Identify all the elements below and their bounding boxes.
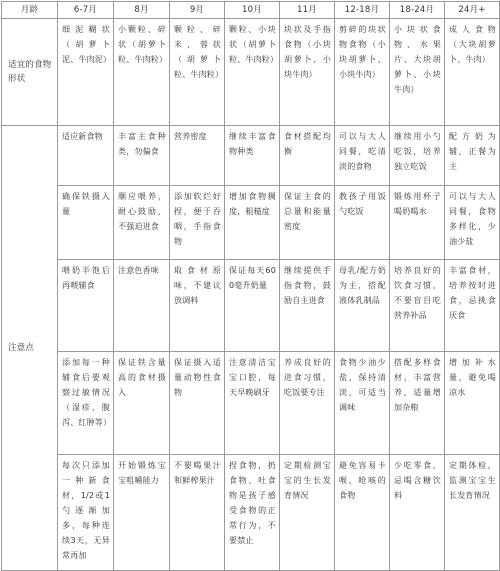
- food-form-cell: 细泥糊状（胡萝卜泥、牛肉泥）: [58, 19, 114, 126]
- header-age: 12-18月: [335, 2, 390, 19]
- note-cell: 增加补水量，避免喝凉水: [445, 352, 500, 455]
- note-cell: 保证主食的总量和能量密度: [280, 186, 335, 260]
- food-form-cell: 块状及手指食物（小块胡萝卜、小块牛肉）: [280, 19, 335, 126]
- header-row: [2, 2, 500, 19]
- note-cell: 继续提供手指食物，鼓励自主进食: [280, 260, 335, 352]
- food-form-cell: 成人食物（大块胡萝卜、牛肉）: [445, 19, 500, 126]
- note-cell: 营养密度: [170, 126, 225, 186]
- food-form-cell: 颗粒、碎末、蓉状（胡萝卜粒、牛肉粒）: [170, 19, 225, 126]
- food-form-row: [2, 19, 500, 126]
- note-cell: 食材搭配均衡: [280, 126, 335, 186]
- note-cell: 保证铁含量高的食材摄入: [114, 352, 170, 455]
- notes-row: [2, 186, 500, 260]
- note-cell: 保证摄入适量动物性食物: [170, 352, 225, 455]
- note-cell: 顺应喂养，耐心鼓励，不强迫进食: [114, 186, 170, 260]
- notes-row: [2, 455, 500, 571]
- header-age: 18-24月: [390, 2, 445, 19]
- note-cell: 搭配多样食材，丰富营养，适量增加杂粮: [390, 352, 445, 455]
- note-cell: 注意色香味: [114, 260, 170, 352]
- note-cell: 食物少油少盐，保持清淡，可适当调味: [335, 352, 390, 455]
- food-form-cell: 小颗粒、碎状（胡萝卜粒、牛肉粒）: [114, 19, 170, 126]
- food-form-label: 适宜的食物形状: [2, 19, 58, 126]
- note-cell: 配方奶为辅，正餐为主: [445, 126, 500, 186]
- note-cell: 可以与大人同餐，吃清淡的食物: [335, 126, 390, 186]
- feeding-guide-table: [1, 1, 500, 571]
- note-cell: 丰富主食种类，勿偏食: [114, 126, 170, 186]
- header-label: 月龄: [2, 2, 58, 19]
- note-cell: 添加每一种辅食后要观察过敏情况（湿疹、腹泻、红肿等）: [58, 352, 114, 455]
- note-cell: 注意清洁宝宝口腔，每天早晚刷牙: [225, 352, 280, 455]
- note-cell: 培养良好的饮食习惯，不要盲目吃营养补品: [390, 260, 445, 352]
- note-cell: 养成良好的进食习惯，吃饭要专注: [280, 352, 335, 455]
- note-cell: 少吃零食，忌喝含糖饮料: [390, 455, 445, 571]
- note-cell: 避免容易卡喉，呛咳的食物: [335, 455, 390, 571]
- food-form-cell: 颗粒、小块状（胡萝卜粒、牛肉粒）: [225, 19, 280, 126]
- notes-label: 注意点: [2, 126, 58, 571]
- header-age: 11月: [280, 2, 335, 19]
- header-age: 6-7月: [58, 2, 114, 19]
- note-cell: 保证每天600毫升奶量: [225, 260, 280, 352]
- note-cell: 教孩子用饭勺吃饭: [335, 186, 390, 260]
- food-form-cell: 小块状食物、水果片、大块胡萝卜、小块牛肉）: [390, 19, 445, 126]
- note-cell: 添加软烂好捏，便于吞咽，手指食物: [170, 186, 225, 260]
- notes-row: [2, 352, 500, 455]
- note-cell: 母乳/配方奶为主，搭配液体乳制品: [335, 260, 390, 352]
- note-cell: 适应新食物: [58, 126, 114, 186]
- note-cell: 继续用小勺吃饭，培养独立吃饭: [390, 126, 445, 186]
- note-cell: 增加食物稠度，粗糙度: [225, 186, 280, 260]
- note-cell: 定期检测宝宝的生长发育情况: [280, 455, 335, 571]
- notes-row: [2, 126, 500, 186]
- notes-row: [2, 260, 500, 352]
- header-age: 9月: [170, 2, 225, 19]
- food-form-cell: 剪碎的块状物食物（小块胡萝卜、小块牛肉）: [335, 19, 390, 126]
- note-cell: 确保铁摄入量: [58, 186, 114, 260]
- header-age: 10月: [225, 2, 280, 19]
- note-cell: 定期体检，监测宝宝生长发育情况: [445, 455, 500, 571]
- note-cell: 不要喝果汁和鲜榨果汁: [170, 455, 225, 571]
- note-cell: 开始锻炼宝宝咀嚼能力: [114, 455, 170, 571]
- note-cell: 喂奶半饱后再喂辅食: [58, 260, 114, 352]
- note-cell: 继续丰富食物种类: [225, 126, 280, 186]
- note-cell: 取食材原味，不建议放调料: [170, 260, 225, 352]
- note-cell: 可以与大人同餐，食物多样化，少油少盐: [445, 186, 500, 260]
- note-cell: 丰富食材，培养按时进食，忌挑食厌食: [445, 260, 500, 352]
- header-age: 24月+: [445, 2, 500, 19]
- header-age: 8月: [114, 2, 170, 19]
- note-cell: 捏食物，扔食物、吐食物是孩子感受食物的正常行为，不要禁止: [225, 455, 280, 571]
- note-cell: 每次只添加一种新食材，1/2或1勺逐渐加多，每种连续3天，无异常再加: [58, 455, 114, 571]
- note-cell: 锻炼用杯子喝奶喝水: [390, 186, 445, 260]
